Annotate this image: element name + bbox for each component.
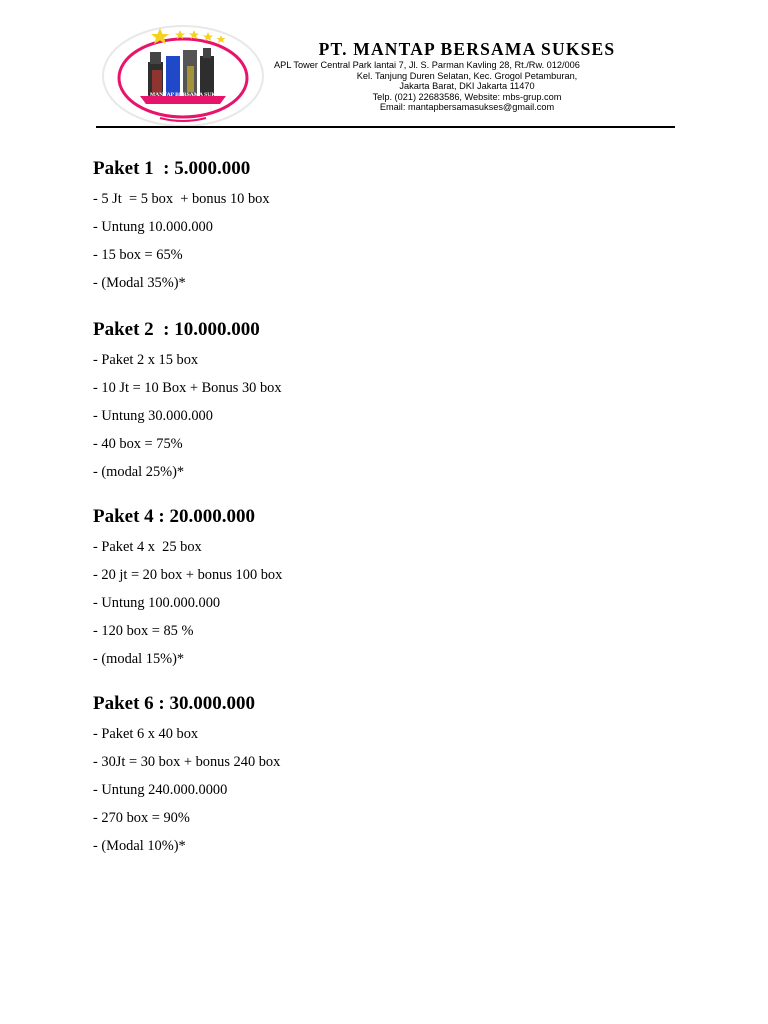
package-list — [93, 157, 653, 864]
package-item: - 20 jt = 20 box + bonus 100 box — [93, 567, 283, 583]
package-item: - 120 box = 85 % — [93, 623, 194, 639]
package-title: Paket 6 : 30.000.000 — [93, 693, 256, 714]
company-address-line-3: Jakarta Barat, DKI Jakarta 11470 — [399, 81, 535, 92]
package-6 — [93, 692, 653, 856]
letterhead-divider — [96, 126, 675, 128]
package-4 — [93, 505, 653, 669]
package-item: - (modal 15%)* — [93, 651, 185, 667]
package-item: - Untung 30.000.000 — [93, 408, 213, 424]
package-item: - (Modal 10%)* — [93, 838, 186, 854]
package-item: - 40 box = 75% — [93, 436, 183, 452]
package-title: Paket 2 : 10.000.000 — [93, 319, 260, 340]
company-address-line-1: APL Tower Central Park lantai 7, Jl. S. Parman Kavling 28, Rt./Rw. 012/006 — [274, 60, 580, 70]
package-item: - 270 box = 90% — [93, 810, 190, 826]
company-contact-line: Telp. (021) 22683586, Website: mbs-grup.com — [372, 91, 562, 102]
letterhead — [0, 0, 768, 130]
package-title: Paket 4 : 20.000.000 — [93, 506, 256, 527]
package-item: - Paket 6 x 40 box — [93, 726, 199, 742]
package-item: - 30Jt = 30 box + bonus 240 box — [93, 754, 281, 770]
package-item: - Untung 10.000.000 — [93, 219, 213, 235]
package-1 — [93, 157, 653, 293]
logo-text: PT. MANTAP BERSAMA SUKSES — [140, 92, 226, 98]
package-item: - Paket 2 x 15 box — [93, 352, 199, 368]
package-item: - (Modal 35%)* — [93, 275, 186, 291]
package-item: - Untung 240.000.0000 — [93, 782, 228, 798]
package-item: - 15 box = 65% — [93, 247, 183, 263]
package-item: - Paket 4 x 25 box — [93, 539, 202, 555]
package-title: Paket 1 : 5.000.000 — [93, 158, 251, 179]
company-address-line-2: Kel. Tanjung Duren Selatan, Kec. Grogol Petamburan, — [356, 70, 578, 81]
company-email-line: Email: mantapbersamasukses@gmail.com — [379, 102, 555, 113]
package-item: - Untung 100.000.000 — [93, 595, 221, 611]
package-item: - 10 Jt = 10 Box + Bonus 30 box — [93, 380, 282, 396]
package-item: - 5 Jt = 5 box + bonus 10 box — [93, 191, 270, 207]
package-2 — [93, 318, 653, 482]
company-name: PT. MANTAP BERSAMA SUKSES — [318, 39, 616, 59]
company-info — [262, 38, 672, 113]
package-item: - (modal 25%)* — [93, 464, 185, 480]
company-logo — [100, 24, 266, 128]
